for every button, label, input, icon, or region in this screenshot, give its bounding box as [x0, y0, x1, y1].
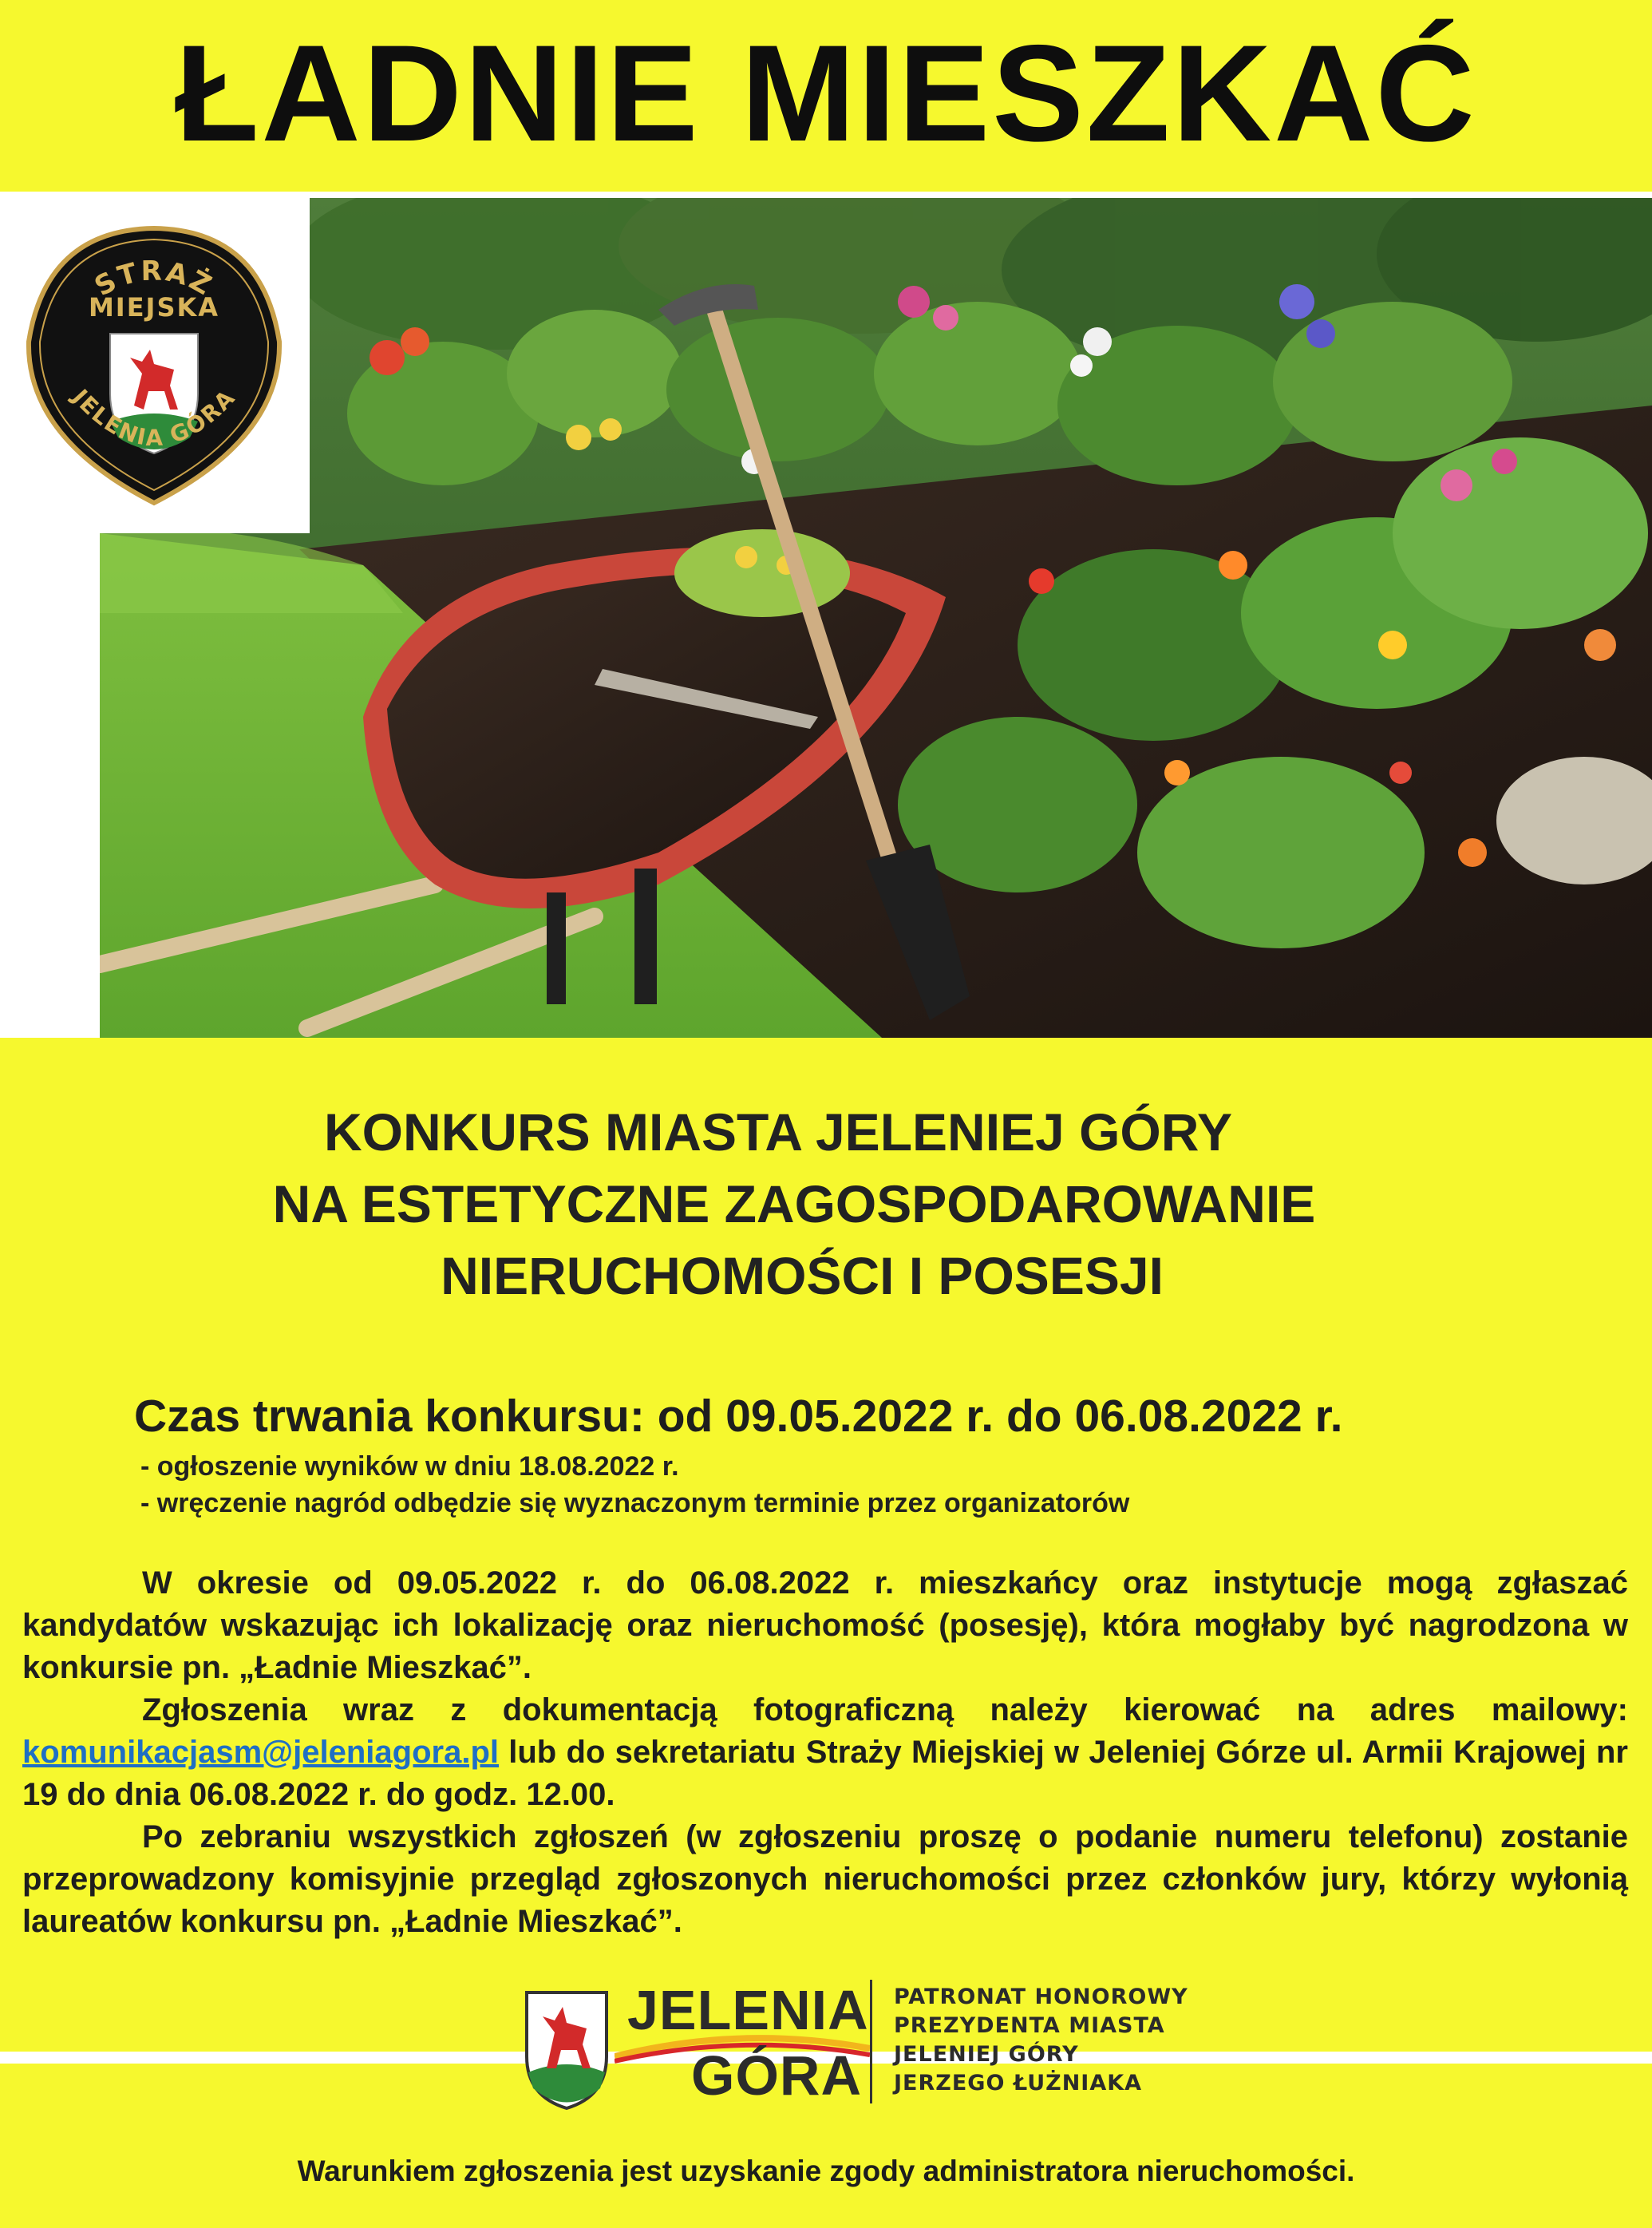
contest-duration [134, 1389, 1342, 1443]
patronage-line: PREZYDENTA MIASTA [894, 2013, 1165, 2038]
heading-line-2: NA ESTETYCZNE ZAGOSPODAROWANIE [272, 1174, 1316, 1233]
city-crest-icon [519, 1977, 615, 2112]
awards-ceremony-note: - wręczenie nagród odbędzie się wyznaczonym terminie przez organizatorów [140, 1488, 1130, 1518]
results-announcement: - ogłoszenie wyników w dniu 18.08.2022 r. [140, 1451, 679, 1482]
patronage-line: JELENIEJ GÓRY [894, 2042, 1079, 2067]
footer-condition: Warunkiem zgłoszenia jest uzyskanie zgody administratora nieruchomości. [297, 2155, 1355, 2187]
paragraph-text: Po zebraniu wszystkich zgłoszeń (w zgłoszeniu proszę o podanie numeru telefonu) zostanie przeprowadzony komisyjnie przegląd zgłoszonych nieruchomości przez członków jury, którzy wyłonią laureatów konkursu pn. „Ładnie Mieszkać”. [22, 1819, 1628, 1939]
logo-divider [870, 1980, 872, 2103]
svg-text:MIEJSKA: MIEJSKA [88, 292, 220, 323]
garden-photo [100, 198, 1652, 1038]
paragraph-submission-period [22, 1562, 1628, 1689]
paragraph-text [22, 1689, 1628, 1816]
patronage-line: PATRONAT HONOROWY [894, 1985, 1188, 2009]
duration-label: Czas trwania konkursu: [134, 1391, 645, 1442]
paragraph-text-after-email: lub do sekretariatu Straży Miejskiej w Jeleniej Górze ul. Armii Krajowej nr 19 do dnia 06.08.2022 r. do godz. 12.00. [22, 1735, 1628, 1812]
svg-text:STRAŻ: STRAŻ [89, 255, 219, 303]
heading-line-3: NIERUCHOMOŚCI I POSESJI [441, 1246, 1164, 1305]
honorary-patronage [894, 1983, 1188, 2098]
patronage-line: JERZEGO ŁUŻNIAKA [894, 2071, 1143, 2095]
city-guard-badge [0, 198, 310, 533]
logo-word-gora: GÓRA [691, 2044, 862, 2107]
duration-value: od 09.05.2022 r. do 06.08.2022 r. [657, 1391, 1343, 1442]
city-guard-badge-icon [22, 222, 286, 509]
email-link[interactable]: komunikacjasm@jeleniagora.pl [22, 1735, 499, 1770]
logo-word-jelenia: JELENIA [627, 1979, 869, 2041]
city-logo [519, 1972, 1188, 2119]
paragraph-text-before-email: Zgłoszenia wraz z dokumentacją fotograficzną należy kierować na adres mailowy: [142, 1692, 1628, 1727]
paragraph-jury-review [22, 1816, 1628, 1943]
poster-title: ŁADNIE MIESZKAĆ [175, 17, 1477, 170]
svg-text:JELENIA GÓRA: JELENIA GÓRA [67, 384, 241, 452]
paragraph-contact [22, 1689, 1628, 1816]
heading-line-1: KONKURS MIASTA JELENIEJ GÓRY [323, 1102, 1233, 1161]
paragraph-text: W okresie od 09.05.2022 r. do 06.08.2022 r. mieszkańcy oraz instytucje mogą zgłaszać kandydatów wskazując ich lokalizację oraz nieruchomość (posesję), która mogłaby być nagrodzona w konkursie pn. „Ładnie Mieszkać”. [22, 1565, 1628, 1685]
